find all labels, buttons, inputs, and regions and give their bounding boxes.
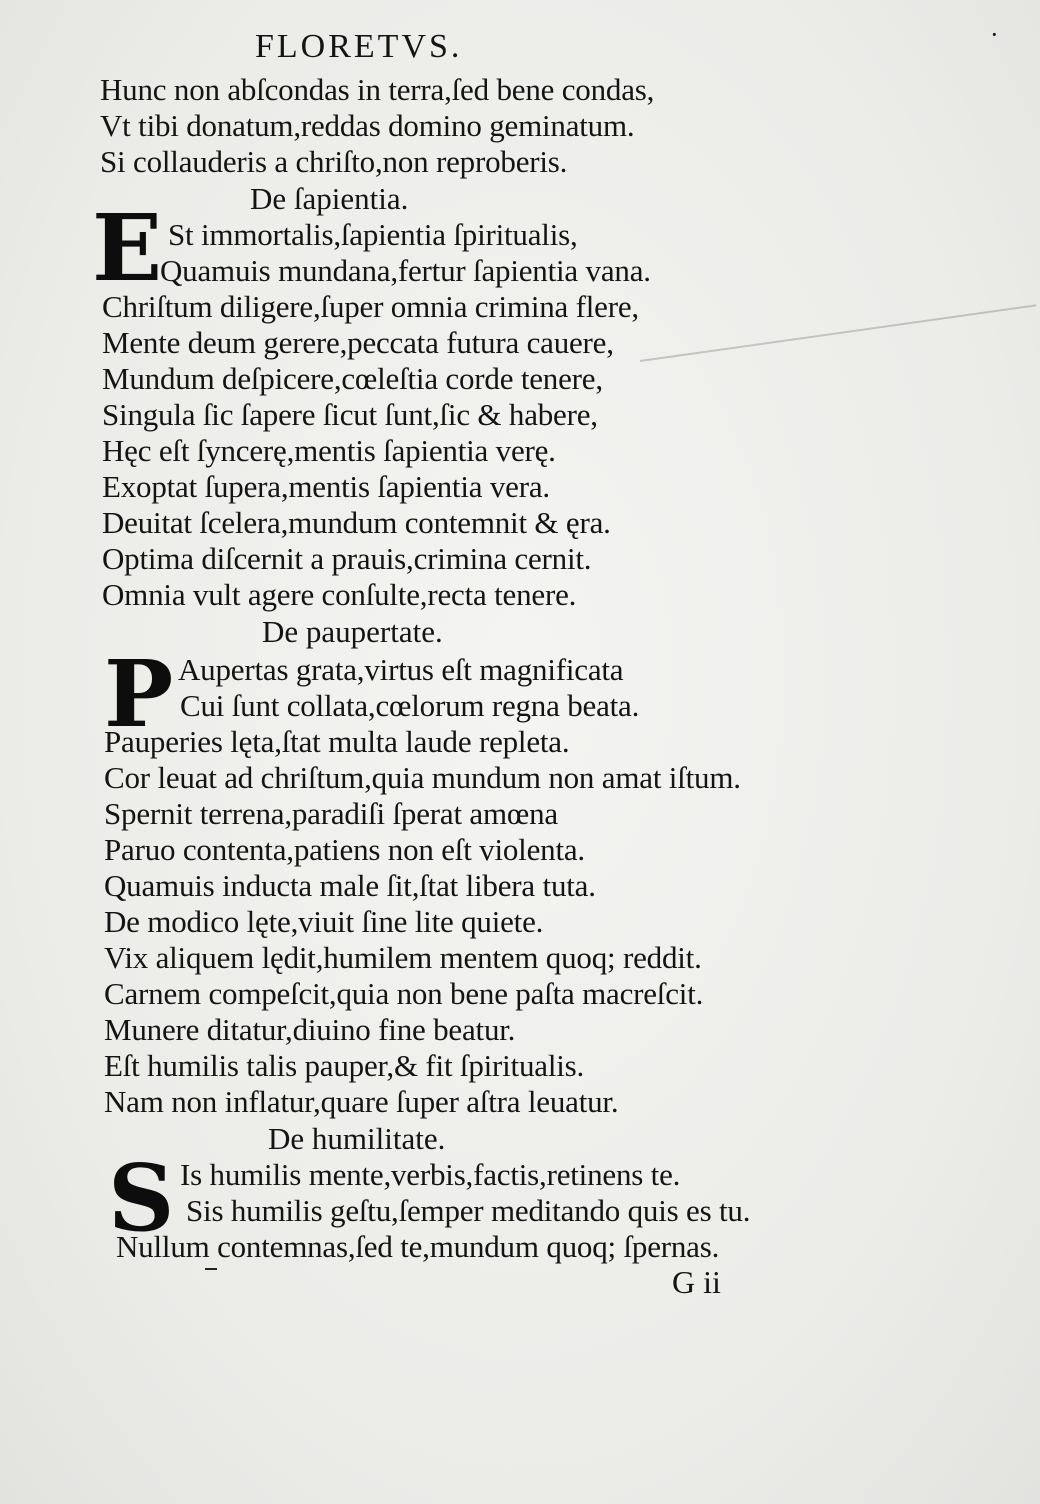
verse-line: Munere ditatur,diuino fine beatur.	[104, 1012, 516, 1047]
verse-line: Nullum contemnas,ſed te,mundum quoq; ſpernas.	[116, 1229, 720, 1264]
verse-line: Vt tibi donatum,reddas domino geminatum.	[100, 108, 635, 143]
bleed-through-text	[560, 30, 1040, 1320]
verse-line: Hunc non abſcondas in terra,ſed bene condas,	[100, 72, 655, 107]
verse-line: Si collauderis a chriſto,non reproberis.	[100, 144, 568, 179]
drop-cap-e: E	[92, 194, 163, 302]
running-header: FLORETVS.	[255, 28, 463, 65]
verse-line: Mente deum gerere,peccata futura cauere,	[102, 325, 614, 360]
catchword-dash	[205, 1268, 217, 1270]
verse-line: Deuitat ſcelera,mundum contemnit & ęra.	[102, 505, 611, 540]
verse-line: Omnia vult agere conſulte,recta tenere.	[102, 577, 577, 612]
verse-line: Nam non inflatur,quare ſuper aſtra leuatur.	[104, 1084, 619, 1119]
drop-cap-s: S	[108, 1144, 175, 1252]
signature-mark: G ii	[672, 1264, 721, 1300]
verse-line: Is humilis mente,verbis,factis,retinens te.	[180, 1157, 681, 1192]
verse-line: Quamuis mundana,fertur ſapientia vana.	[160, 253, 651, 288]
section-heading-sapientia: De ſapientia.	[250, 181, 409, 216]
verse-line: Cui ſunt collata,cœlorum regna beata.	[180, 688, 640, 723]
verse-line: Spernit terrena,paradiſi ſperat amœna	[104, 796, 558, 831]
paper-crease	[640, 304, 1036, 362]
section-heading-paupertate: De paupertate.	[262, 614, 443, 649]
verse-line: Chriſtum diligere,ſuper omnia crimina flere,	[102, 289, 639, 324]
verse-line: De modico lęte,viuit ſine lite quiete.	[104, 904, 544, 939]
verse-line: Mundum deſpicere,cœleſtia corde tenere,	[102, 361, 603, 396]
verse-line: Exoptat ſupera,mentis ſapientia vera.	[102, 469, 550, 504]
verse-line: Quamuis inducta male ſit,ſtat libera tuta.	[104, 868, 596, 903]
verse-line: Cor leuat ad chriſtum,quia mundum non amat iſtum.	[104, 760, 741, 795]
verse-line: Singula ſic ſapere ſicut ſunt,ſic & habere,	[102, 397, 598, 432]
verse-line: Vix aliquem lędit,humilem mentem quoq; reddit.	[104, 940, 702, 975]
section-heading-humilitate: De humilitate.	[268, 1121, 446, 1156]
verse-line: Paruo contenta,patiens non eſt violenta.	[104, 832, 585, 867]
verse-line: Pauperies lęta,ſtat multa laude repleta.	[104, 724, 570, 759]
verse-line: Optima diſcernit a prauis,crimina cernit.	[102, 541, 592, 576]
verse-line: Carnem compeſcit,quia non bene paſta macreſcit.	[104, 976, 704, 1011]
verse-line: Eſt humilis talis pauper,& fit ſpiritualis.	[104, 1048, 585, 1083]
verse-line: Hęc eſt ſyncerę,mentis ſapientia verę.	[102, 433, 556, 468]
drop-cap-p: P	[104, 640, 174, 748]
corner-mark: ·	[990, 20, 999, 49]
verse-line: Sis humilis geſtu,ſemper meditando quis es tu.	[186, 1193, 751, 1228]
verse-line: Aupertas grata,virtus eſt magnificata	[178, 652, 624, 687]
verse-line: St immortalis,ſapientia ſpiritualis,	[168, 217, 578, 252]
